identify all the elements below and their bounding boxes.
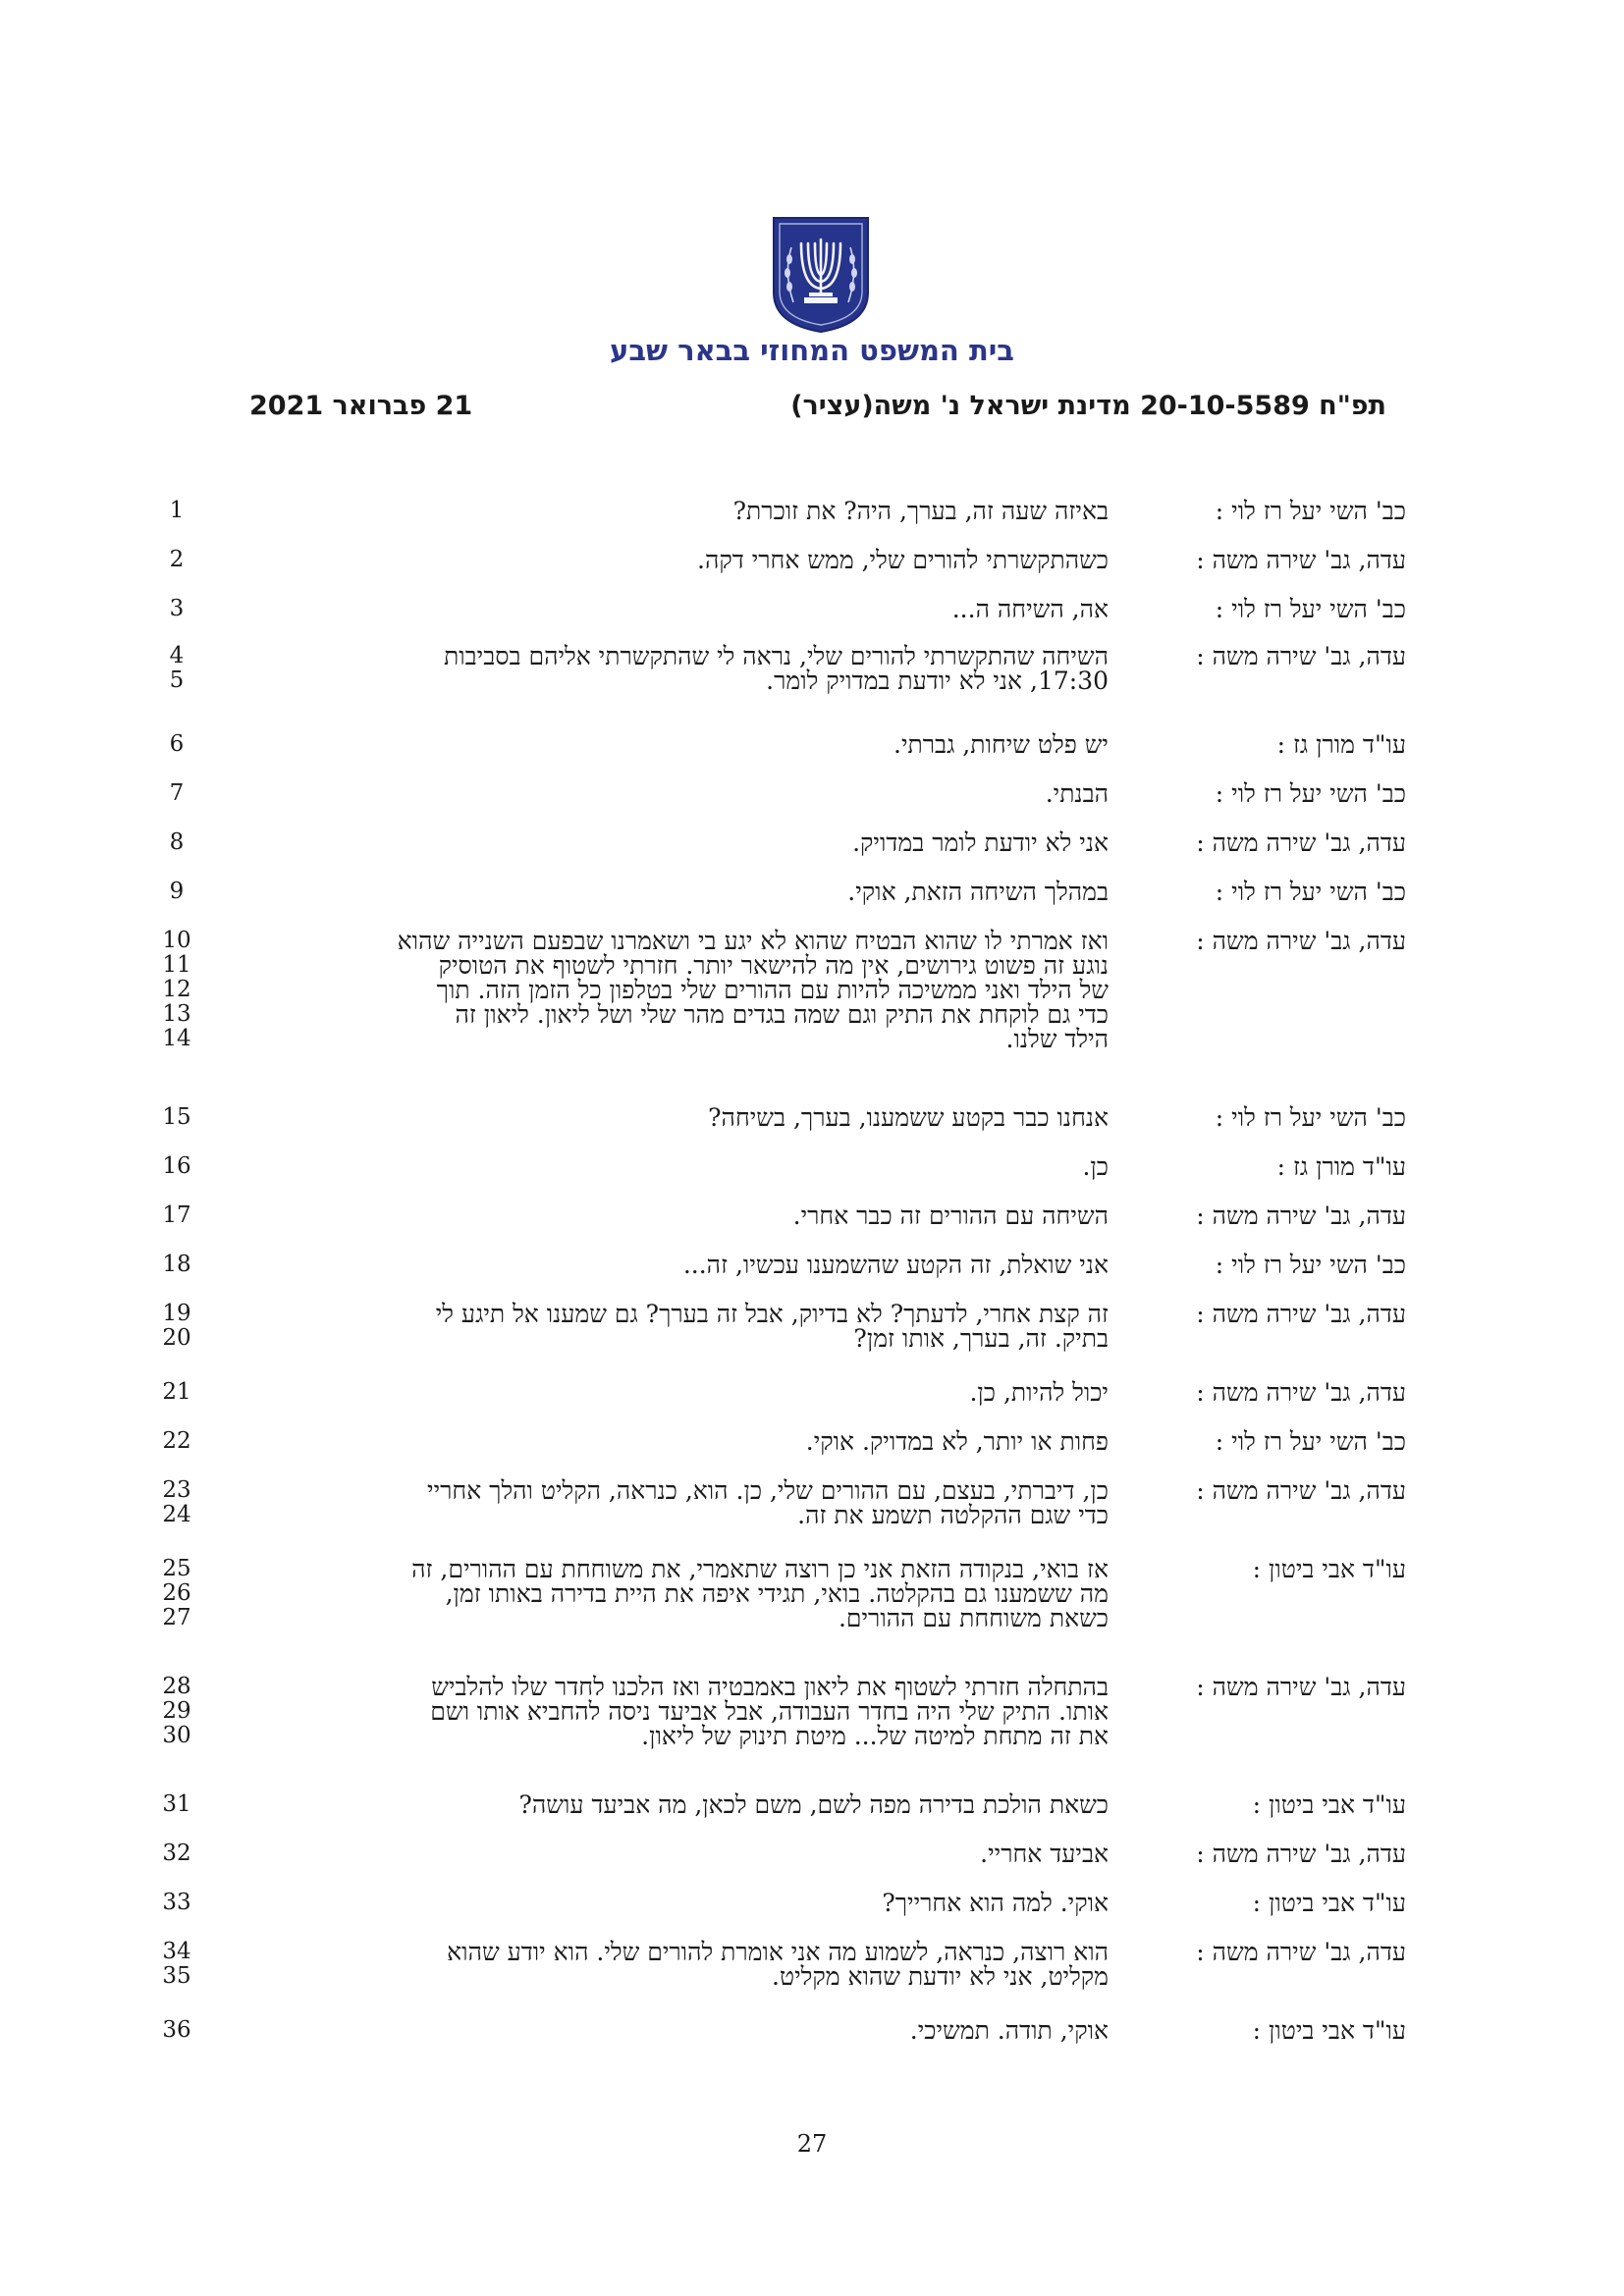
line-number: 30 xyxy=(162,1723,191,1748)
utterance-line: זה קצת אחרי, לדעתך? לא בדיוק, אבל זה בערך? גם שמענו אל תיגע לי xyxy=(435,1300,1109,1328)
utterance-line: פחות או יותר, לא במדויק. אוקי. xyxy=(805,1427,1109,1456)
case-title: תפ"ח 20-10-5589 מדינת ישראל נ' משה(עציר) xyxy=(790,391,1386,421)
line-number: 29 xyxy=(162,1698,191,1724)
speaker-name: עדה, גב' שירה משה : xyxy=(1196,828,1406,857)
utterance-line: אה, השיחה ה... xyxy=(951,595,1109,623)
speaker-name: עו"ד אבי ביטון : xyxy=(1252,1889,1406,1917)
line-number: 25 xyxy=(162,1556,191,1581)
utterance-line: השיחה שהתקשרתי להורים שלי, נראה לי שהתקשרתי אליהם בסביבות xyxy=(443,642,1109,670)
line-number: 21 xyxy=(162,1379,191,1405)
line-number: 10 xyxy=(162,928,191,953)
page-number: 27 xyxy=(796,2130,828,2158)
speaker-name: עדה, גב' שירה משה : xyxy=(1196,927,1406,955)
utterance-line: את זה מתחת למיטה של... מיטת תינוק של ליאון. xyxy=(641,1722,1109,1750)
line-number: 23 xyxy=(162,1477,191,1503)
line-number: 36 xyxy=(162,2017,191,2043)
line-number: 16 xyxy=(162,1153,191,1179)
utterance-line: במהלך השיחה הזאת, אוקי. xyxy=(847,878,1109,906)
speaker-name: עדה, גב' שירה משה : xyxy=(1196,1378,1406,1407)
speaker-name: עדה, גב' שירה משה : xyxy=(1196,1840,1406,1868)
speaker-name: עדה, גב' שירה משה : xyxy=(1196,1300,1406,1328)
utterance-line: כן, דיברתי, בעצם, עם ההורים שלי, כן. הוא, כנראה, הקליט והלך אחריי xyxy=(427,1476,1109,1505)
utterance-line: אוקי, תודה. תמשיכי. xyxy=(909,2016,1109,2045)
line-number: 31 xyxy=(162,1791,191,1817)
line-number: 22 xyxy=(162,1428,191,1454)
utterance-line: אנחנו כבר בקטע ששמענו, בערך, בשיחה? xyxy=(708,1103,1109,1132)
line-number: 11 xyxy=(162,952,191,978)
line-number: 8 xyxy=(169,829,185,855)
line-number: 35 xyxy=(162,1963,191,1989)
line-number: 17 xyxy=(162,1202,191,1228)
line-number: 18 xyxy=(162,1252,191,1277)
speaker-name: עדה, גב' שירה משה : xyxy=(1196,1673,1406,1701)
utterance-line: מה ששמענו גם בהקלטה. בואי, תגידי איפה את היית בדירה באותו זמן, xyxy=(445,1579,1109,1608)
speaker-name: עו"ד אבי ביטון : xyxy=(1252,1555,1406,1583)
line-number: 27 xyxy=(162,1605,191,1630)
line-number: 5 xyxy=(169,667,185,693)
utterance-line: כדי גם לוקחת את התיק וגם שמה בגדים מהר שלי ושל ליאון. ליאון זה xyxy=(455,1000,1109,1029)
utterance-line: בהתחלה חזרתי לשטוף את ליאון באמבטיה ואז הלכנו לחדר שלו להלביש xyxy=(431,1673,1109,1701)
speaker-name: עדה, גב' שירה משה : xyxy=(1196,1476,1406,1505)
court-name: בית המשפט המחוזי בבאר שבע xyxy=(610,334,1014,367)
utterance-line: אותו. התיק שלי היה בחדר העבודה, אבל אביעד ניסה להחביא אותו ושם xyxy=(430,1697,1109,1726)
hearing-date: 21 פברואר 2021 xyxy=(249,391,473,421)
speaker-name: עו"ד מורן גז : xyxy=(1276,1152,1406,1181)
utterance-line: באיזה שעה זה, בערך, היה? את זוכרת? xyxy=(732,497,1109,525)
speaker-name: עדה, גב' שירה משה : xyxy=(1196,1938,1406,1966)
line-number: 12 xyxy=(162,977,191,1002)
speaker-name: כב' השי יעל רז לוי : xyxy=(1215,497,1406,525)
speaker-name: כב' השי יעל רז לוי : xyxy=(1215,1251,1406,1279)
utterance-line: כשאת משוחחת עם ההורים. xyxy=(838,1604,1109,1632)
line-number: 24 xyxy=(162,1502,191,1527)
utterance-line: נוגע זה פשוט גירושים, אין מה להישאר יותר. חזרתי לשטוף את הטוסיק xyxy=(438,951,1109,980)
speaker-name: עו"ד אבי ביטון : xyxy=(1252,2016,1406,2045)
line-number: 7 xyxy=(169,780,185,806)
line-number: 1 xyxy=(169,498,185,523)
speaker-name: עדה, גב' שירה משה : xyxy=(1196,642,1406,670)
utterance-line: בתיק. זה, בערך, אותו זמן? xyxy=(853,1324,1109,1353)
utterance-line: כשאת הולכת בדירה מפה לשם, משם לכאן, מה אביעד עושה? xyxy=(518,1790,1109,1819)
line-number: 19 xyxy=(162,1301,191,1326)
utterance-line: אז בואי, בנקודה הזאת אני כן רוצה שתאמרי, את משוחחת עם ההורים, זה xyxy=(411,1555,1109,1583)
line-number: 32 xyxy=(162,1841,191,1866)
line-number: 33 xyxy=(162,1890,191,1915)
line-number: 2 xyxy=(169,547,185,572)
line-number: 15 xyxy=(162,1104,191,1130)
line-number: 9 xyxy=(169,879,185,904)
utterance-line: אביעד אחריי. xyxy=(980,1840,1109,1868)
utterance-line: מקליט, אני לא יודעת שהוא מקליט. xyxy=(772,1962,1109,1991)
utterance-line: 17:30, אני לא יודעת במדויק לומר. xyxy=(766,667,1109,695)
utterance-line: כדי שגם ההקלטה תשמע את זה. xyxy=(797,1501,1109,1529)
speaker-name: עו"ד מורן גז : xyxy=(1276,730,1406,759)
utterance-line: הילד שלנו. xyxy=(1005,1025,1109,1053)
utterance-line: השיחה עם ההורים זה כבר אחרי. xyxy=(792,1201,1109,1230)
utterance-line: של הילד ואני ממשיכה להיות עם ההורים שלי בטלפון כל הזמן הזה. תוך xyxy=(436,976,1109,1004)
speaker-name: עו"ד אבי ביטון : xyxy=(1252,1790,1406,1819)
speaker-name: כב' השי יעל רז לוי : xyxy=(1215,1103,1406,1132)
utterance-line: ואז אמרתי לו שהוא הבטיח שהוא לא יגע בי ושאמרנו שבפעם השנייה שהוא xyxy=(397,927,1109,955)
utterance-line: כן. xyxy=(1082,1152,1109,1181)
line-number: 4 xyxy=(169,643,185,668)
line-number: 28 xyxy=(162,1674,191,1699)
speaker-name: עדה, גב' שירה משה : xyxy=(1196,1201,1406,1230)
speaker-name: כב' השי יעל רז לוי : xyxy=(1215,878,1406,906)
speaker-name: כב' השי יעל רז לוי : xyxy=(1215,779,1406,808)
utterance-line: יכול להיות, כן. xyxy=(969,1378,1109,1407)
line-number: 34 xyxy=(162,1939,191,1964)
speaker-name: כב' השי יעל רז לוי : xyxy=(1215,595,1406,623)
utterance-line: אני שואלת, זה הקטע שהשמענו עכשיו, זה... xyxy=(682,1251,1109,1279)
line-number: 13 xyxy=(162,1001,191,1027)
line-number: 14 xyxy=(162,1026,191,1051)
utterance-line: אוקי. למה הוא אחרייך? xyxy=(882,1889,1109,1917)
utterance-line: כשהתקשרתי להורים שלי, ממש אחרי דקה. xyxy=(697,546,1109,574)
utterance-line: אני לא יודעת לומר במדויק. xyxy=(852,828,1109,857)
speaker-name: עדה, גב' שירה משה : xyxy=(1196,546,1406,574)
speaker-name: כב' השי יעל רז לוי : xyxy=(1215,1427,1406,1456)
line-number: 6 xyxy=(169,731,185,757)
line-number: 20 xyxy=(162,1325,191,1351)
line-number: 26 xyxy=(162,1580,191,1606)
utterance-line: יש פלט שיחות, גברתי. xyxy=(893,730,1109,759)
line-number: 3 xyxy=(169,596,185,621)
utterance-line: הוא רוצה, כנראה, לשמוע מה אני אומרת להורים שלי. הוא יודע שהוא xyxy=(447,1938,1109,1966)
utterance-line: הבנתי. xyxy=(1045,779,1109,808)
